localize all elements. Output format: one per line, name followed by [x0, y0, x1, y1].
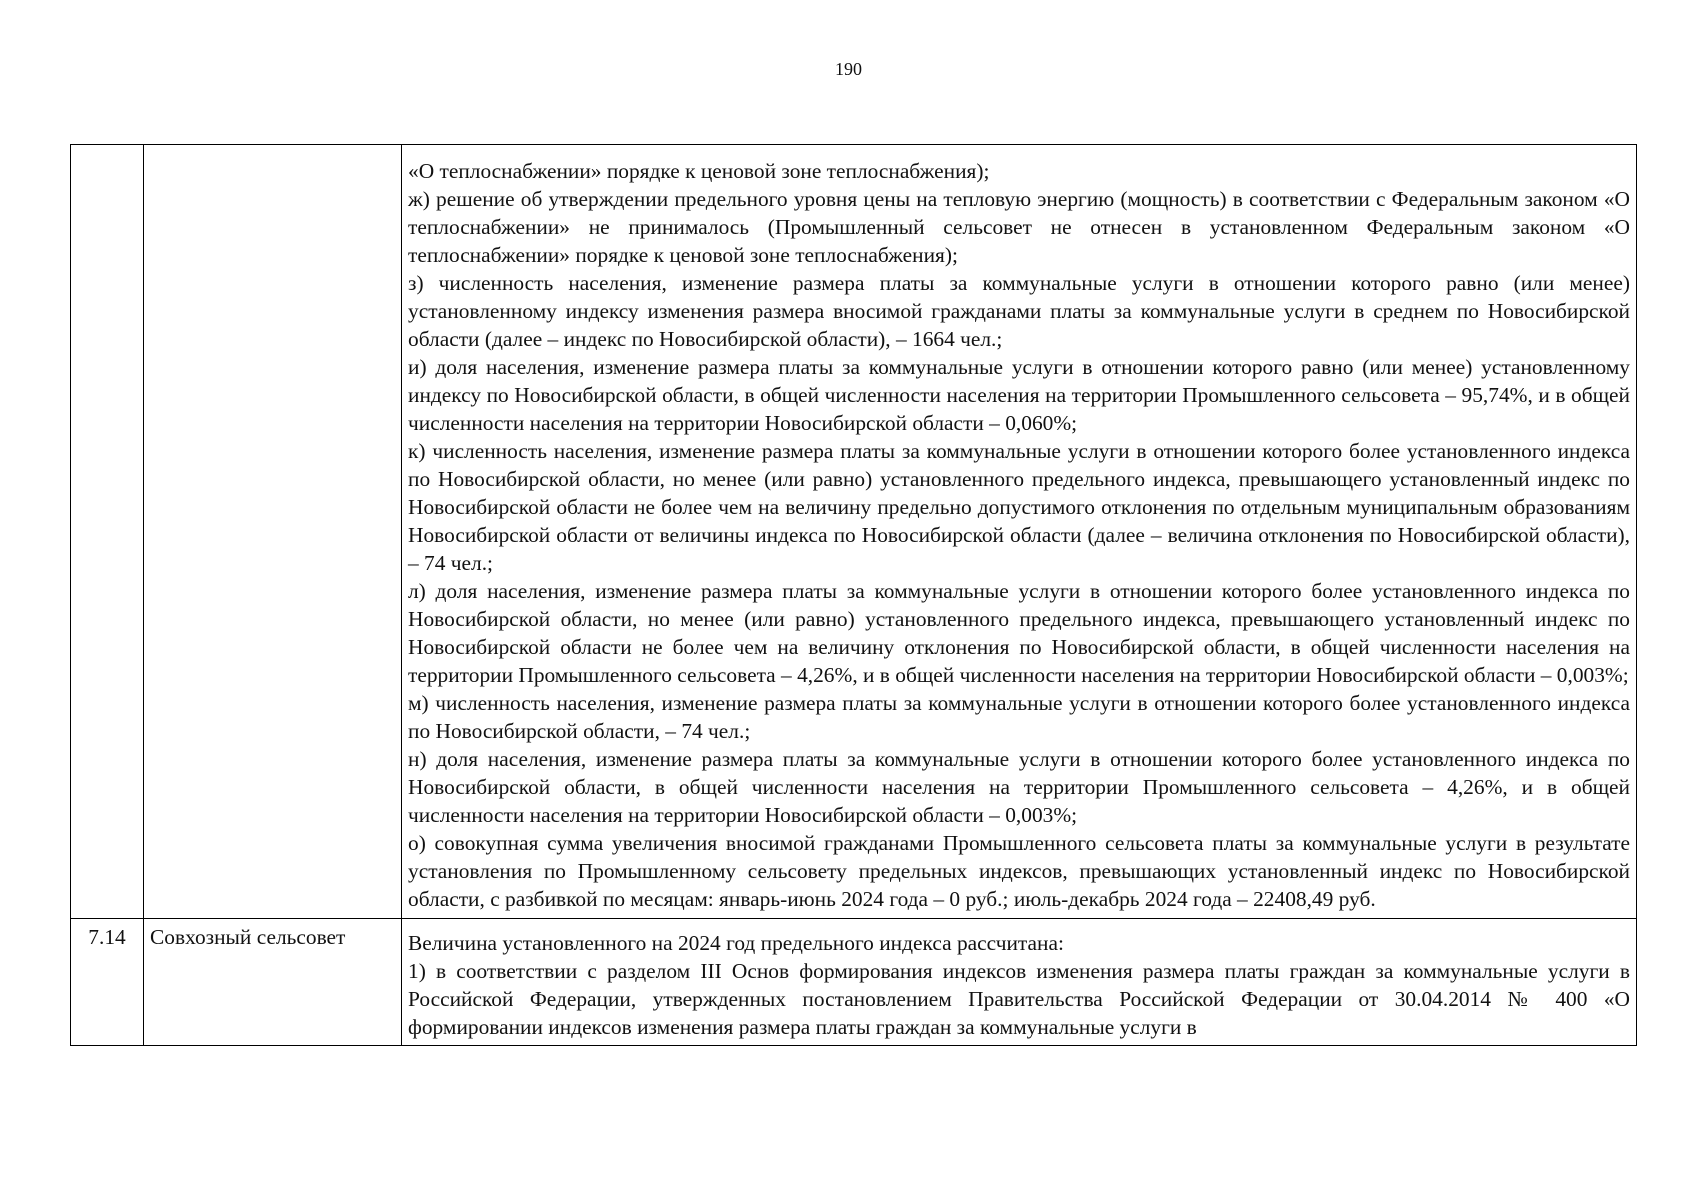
row-number-cell: [71, 145, 144, 919]
paragraph: Величина установленного на 2024 год предельного индекса рассчитана:: [408, 931, 1064, 955]
table-row: [71, 145, 1637, 919]
description-cell: [402, 145, 1637, 919]
paragraph: н) доля населения, изменение размера платы за коммунальные услуги в отношении которого более установленного индекса по Новосибирской области, в общей численности населения на территории Промышленного сельсовета – 4,26%, и в общей численности населения на территории Новосибирской области – 0,003%;: [408, 747, 1630, 827]
paragraph: о) совокупная сумма увеличения вносимой гражданами Промышленного сельсовета платы за коммунальные услуги в результате установления по Промышленному сельсовету предельных индексов, превышающих установленный индекс по Новосибирской области, с разбивкой по месяцам: январь-июнь 2024 года – 0 руб.; июль-декабрь 2024 года – 22408,49 руб.: [408, 831, 1630, 911]
paragraph: з) численность населения, изменение размера платы за коммунальные услуги в отношении которого равно (или менее) установленному индексу изменения размера вносимой гражданами платы за коммунальные услуги в среднем по Новосибирской области (далее – индекс по Новосибирской области), – 1664 чел.;: [408, 271, 1630, 351]
row-number-cell: 7.14: [71, 919, 144, 1046]
paragraph: л) доля населения, изменение размера платы за коммунальные услуги в отношении которого более установленного индекса по Новосибирской области, но менее (или равно) установленного предельного индекса, превышающего установленный индекс по Новосибирской области не более чем на величину отклонения по Новосибирской области, в общей численности населения на территории Промышленного сельсовета – 4,26%, и в общей численности населения на территории Новосибирской области – 0,003%;: [408, 579, 1630, 687]
paragraph: к) численность населения, изменение размера платы за коммунальные услуги в отношении которого более установленного индекса по Новосибирской области, но менее (или равно) установленного предельного индекса, превышающего установленный индекс по Новосибирской области не более чем на величину предельно допустимого отклонения по отдельным муниципальным образованиям Новосибирской области от величины индекса по Новосибирской области (далее – величина отклонения по Новосибирской области), – 74 чел.;: [408, 439, 1630, 575]
document-table: [70, 144, 1637, 1046]
table-row: [71, 919, 1637, 1046]
paragraph: 1) в соответствии с разделом III Основ формирования индексов изменения размера платы граждан за коммунальные услуги в Российской Федерации, утвержденных постановлением Правительства Российской Федерации от 30.04.2014 № 400 «О формировании индексов изменения размера платы граждан за коммунальные услуги в: [408, 959, 1630, 1039]
paragraph: ж) решение об утверждении предельного уровня цены на тепловую энергию (мощность) в соответствии с Федеральным законом «О теплоснабжении» не принималось (Промышленный сельсовет не отнесен в установленном Федеральным законом «О теплоснабжении» порядке к ценовой зоне теплоснабжения);: [408, 187, 1630, 267]
paragraph: м) численность населения, изменение размера платы за коммунальные услуги в отношении которого более установленного индекса по Новосибирской области, – 74 чел.;: [408, 691, 1630, 743]
municipality-name-cell: Совхозный сельсовет: [144, 919, 402, 1046]
municipality-name-cell: [144, 145, 402, 919]
paragraph: и) доля населения, изменение размера платы за коммунальные услуги в отношении которого равно (или менее) установленному индексу по Новосибирской области, в общей численности населения на территории Промышленного сельсовета – 95,74%, и в общей численности населения на территории Новосибирской области – 0,060%;: [408, 355, 1630, 435]
description-cell: [402, 919, 1637, 1046]
paragraph: «О теплоснабжении» порядке к ценовой зоне теплоснабжения);: [408, 159, 990, 183]
page-number: 190: [835, 59, 862, 79]
